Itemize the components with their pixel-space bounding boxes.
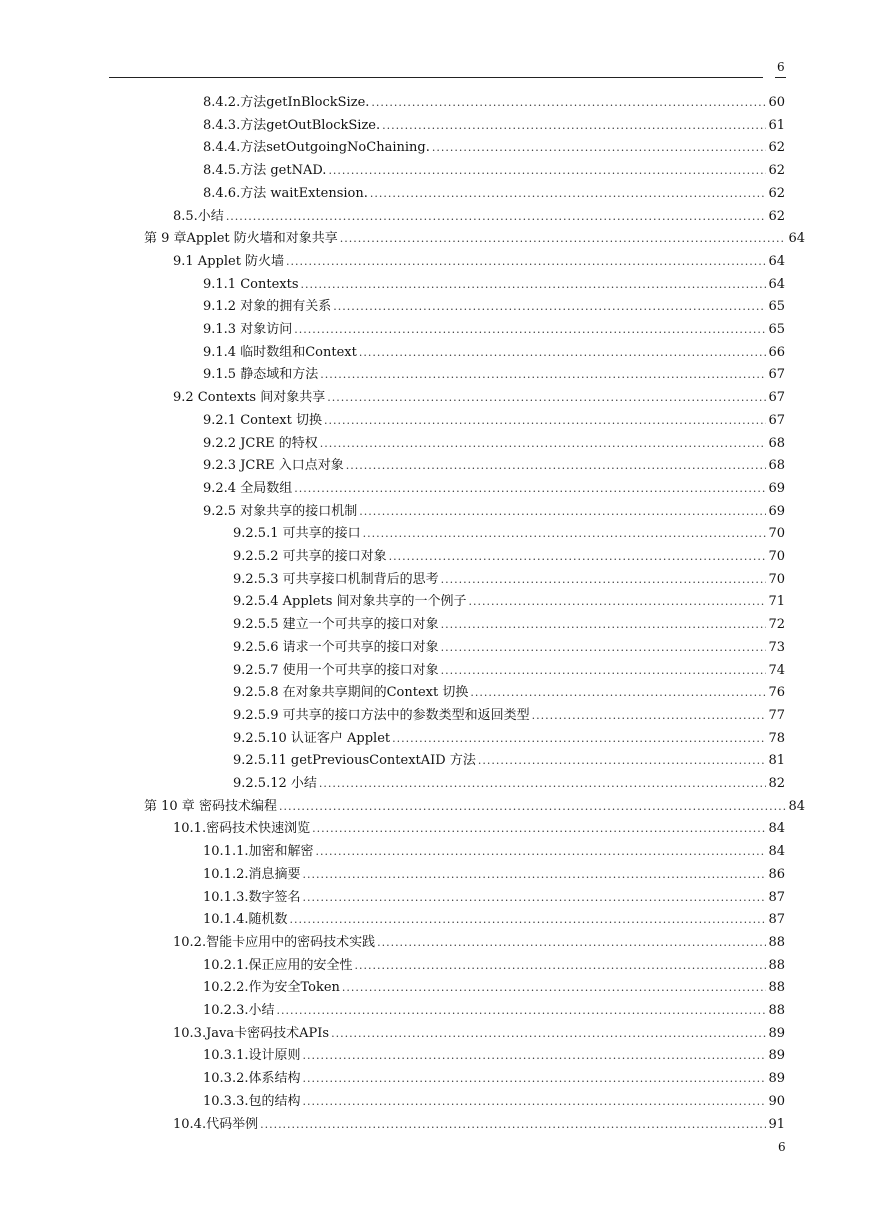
- toc-entry[interactable]: [203, 137, 785, 159]
- toc-dot-leader: [441, 660, 767, 682]
- toc-dot-leader: [320, 433, 767, 455]
- toc-dot-leader: [276, 1000, 766, 1022]
- toc-entry-title: 10.4.代码举例: [173, 1116, 259, 1132]
- toc-dot-leader: [301, 274, 767, 296]
- toc-dot-leader: [441, 614, 767, 636]
- toc-dot-leader: [359, 342, 767, 364]
- toc-entry-page: 61: [768, 117, 785, 133]
- toc-dot-leader: [226, 206, 767, 228]
- toc-dot-leader: [392, 728, 766, 750]
- toc-entry-page: 91: [768, 1116, 785, 1132]
- toc-entry-title: 8.4.4.方法setOutgoingNoChaining.: [203, 140, 430, 156]
- toc-dot-leader: [532, 705, 767, 727]
- toc-dot-leader: [294, 319, 766, 341]
- toc-dot-leader: [302, 887, 766, 909]
- toc-entry-page: 76: [768, 685, 785, 701]
- toc-entry[interactable]: [233, 637, 785, 659]
- toc-entry[interactable]: [144, 228, 805, 250]
- toc-entry[interactable]: [203, 1091, 785, 1113]
- toc-entry-title: 9.2.5.11 getPreviousContextAID 方法: [233, 753, 476, 769]
- toc-dot-leader: [324, 410, 766, 432]
- toc-entry-page: 74: [768, 662, 785, 678]
- toc-entry-title: 9.2.5.4 Applets 间对象共享的一个例子: [233, 594, 467, 610]
- toc-entry[interactable]: [233, 569, 785, 591]
- toc-entry-title: 10.1.4.随机数: [203, 912, 288, 928]
- toc-dot-leader: [478, 750, 767, 772]
- toc-entry[interactable]: [203, 955, 785, 977]
- toc-entry-title: 9.2.5.9 可共享的接口方法中的参数类型和返回类型: [233, 707, 530, 723]
- toc-entry[interactable]: [203, 160, 785, 182]
- header-page-number: 6: [777, 60, 785, 74]
- toc-entry-page: 88: [768, 1003, 785, 1018]
- toc-entry-title: 10.1.密码技术快速浏览: [173, 821, 311, 837]
- toc-entry[interactable]: [203, 274, 785, 296]
- toc-entry[interactable]: [203, 433, 785, 455]
- toc-dot-leader: [286, 251, 766, 273]
- toc-entry-title: 9.2.5.8 在对象共享期间的Context 切换: [233, 685, 469, 701]
- toc-entry-page: 64: [768, 276, 785, 292]
- toc-entry-page: 69: [768, 480, 785, 496]
- toc-entry[interactable]: [203, 478, 785, 500]
- toc-dot-leader: [319, 773, 767, 795]
- toc-entry-title: 8.4.6.方法 waitExtension.: [203, 185, 368, 201]
- footer-page-number: 6: [778, 1140, 786, 1154]
- toc-entry[interactable]: [203, 319, 785, 341]
- toc-entry[interactable]: [173, 1023, 785, 1045]
- toc-entry-page: 88: [768, 980, 785, 996]
- toc-dot-leader: [377, 932, 766, 954]
- toc-entry-page: 65: [768, 322, 785, 337]
- toc-entry[interactable]: [144, 796, 805, 818]
- toc-entry[interactable]: [203, 1045, 785, 1067]
- toc-entry-page: 70: [768, 526, 785, 542]
- toc-entry-title: 9.2.3 JCRE 入口点对象: [203, 458, 344, 474]
- toc-entry[interactable]: [233, 705, 785, 727]
- toc-entry-title: 第 10 章 密码技术编程: [144, 798, 277, 814]
- toc-entry[interactable]: [173, 1114, 785, 1136]
- toc-entry[interactable]: [203, 296, 785, 318]
- toc-dot-leader: [389, 546, 767, 568]
- toc-entry[interactable]: [203, 864, 785, 886]
- toc-entry-page: 87: [768, 912, 785, 928]
- toc-entry-page: 66: [768, 344, 785, 360]
- toc-entry-title: 9.2.5.7 使用一个可共享的接口对象: [233, 662, 439, 678]
- toc-dot-leader: [441, 569, 767, 591]
- toc-entry-title: 9.2.5.5 建立一个可共享的接口对象: [233, 617, 439, 633]
- toc-entry[interactable]: [203, 1000, 785, 1022]
- toc-entry[interactable]: [173, 818, 785, 840]
- toc-entry-page: 84: [788, 798, 805, 814]
- toc-entry[interactable]: [233, 591, 785, 613]
- toc-entry-page: 81: [768, 753, 785, 769]
- toc-entry[interactable]: [203, 92, 785, 114]
- toc-entry-title: 9.2.4 全局数组: [203, 480, 293, 496]
- toc-entry-page: 89: [768, 1071, 785, 1087]
- toc-dot-leader: [470, 682, 766, 704]
- toc-entry-title: 8.5.小结: [173, 208, 224, 224]
- toc-entry-page: 62: [768, 185, 785, 201]
- toc-dot-leader: [315, 841, 766, 863]
- toc-dot-leader: [279, 796, 787, 818]
- toc-entry-page: 67: [768, 390, 785, 406]
- toc-entry-title: 第 9 章Applet 防火墙和对象共享: [144, 231, 338, 247]
- toc-entry-page: 64: [788, 231, 805, 247]
- toc-entry-page: 86: [768, 866, 785, 882]
- toc-entry-page: 73: [768, 639, 785, 655]
- toc-entry-title: 9.1.4 临时数组和Context: [203, 344, 357, 360]
- toc-entry[interactable]: [233, 523, 785, 545]
- toc-entry[interactable]: [203, 841, 785, 863]
- toc-entry-title: 9.1 Applet 防火墙: [173, 253, 285, 269]
- toc-entry-page: 70: [768, 571, 785, 587]
- toc-dot-leader: [302, 1068, 766, 1090]
- toc-entry-title: 9.1.2 对象的拥有关系: [203, 299, 332, 315]
- toc-entry-page: 87: [768, 889, 785, 905]
- toc-entry-page: 88: [768, 934, 785, 950]
- toc-entry-title: 9.2.5.12 小结: [233, 776, 317, 791]
- toc-entry[interactable]: [173, 932, 785, 954]
- toc-entry-title: 10.3.1.设计原则: [203, 1048, 301, 1064]
- toc-entry[interactable]: [233, 614, 785, 636]
- toc-dot-leader: [260, 1114, 766, 1136]
- toc-entry-page: 60: [768, 95, 785, 110]
- toc-entry-title: 8.4.3.方法getOutBlockSize.: [203, 117, 381, 133]
- toc-entry-page: 65: [768, 299, 785, 315]
- toc-entry[interactable]: [203, 887, 785, 909]
- toc-entry-title: 9.1.3 对象访问: [203, 322, 293, 337]
- toc-entry-title: 10.2.1.保正应用的安全性: [203, 957, 353, 973]
- toc-entry-page: 88: [768, 957, 785, 973]
- toc-entry[interactable]: [203, 115, 785, 137]
- toc-entry-page: 64: [768, 253, 785, 269]
- toc-entry-title: 9.2.5.6 请求一个可共享的接口对象: [233, 639, 439, 655]
- toc-entry-page: 72: [768, 617, 785, 633]
- toc-dot-leader: [289, 909, 766, 931]
- toc-dot-leader: [294, 478, 766, 500]
- toc-entry-page: 84: [768, 821, 785, 837]
- toc-entry-title: 10.2.3.小结: [203, 1003, 275, 1018]
- toc-entry[interactable]: [173, 251, 785, 273]
- toc-entry-title: 10.1.1.加密和解密: [203, 844, 314, 860]
- toc-entry[interactable]: [233, 546, 785, 568]
- toc-entry[interactable]: [203, 501, 785, 523]
- toc-dot-leader: [302, 1091, 766, 1113]
- toc-entry-page: 62: [768, 208, 785, 224]
- toc-dot-leader: [328, 160, 766, 182]
- toc-entry-page: 68: [768, 458, 785, 474]
- toc-entry-page: 69: [768, 503, 785, 519]
- toc-dot-leader: [370, 183, 767, 205]
- toc-dot-leader: [320, 364, 766, 386]
- toc-entry[interactable]: [203, 977, 785, 999]
- toc-entry-page: 78: [768, 730, 785, 746]
- toc-entry-title: 9.2.2 JCRE 的特权: [203, 435, 318, 451]
- toc-entry-page: 90: [768, 1093, 785, 1109]
- toc-entry-title: 9.2.5.3 可共享接口机制背后的思考: [233, 571, 439, 587]
- toc-entry[interactable]: [233, 773, 785, 795]
- toc-entry-page: 77: [768, 707, 785, 723]
- toc-entry-title: 9.2.5.2 可共享的接口对象: [233, 549, 387, 564]
- toc-dot-leader: [363, 523, 767, 545]
- toc-entry-title: 9.2.5 对象共享的接口机制: [203, 503, 358, 519]
- toc-entry-title: 10.1.3.数字签名: [203, 889, 301, 905]
- toc-entry[interactable]: [203, 342, 785, 364]
- toc-entry-title: 9.2.1 Context 切换: [203, 412, 322, 428]
- toc-entry-title: 10.3.2.体系结构: [203, 1071, 301, 1087]
- toc-entry[interactable]: [203, 1068, 785, 1090]
- toc-entry[interactable]: [233, 750, 785, 772]
- toc-dot-leader: [354, 955, 766, 977]
- toc-entry-page: 89: [768, 1025, 785, 1041]
- toc-entry-page: 71: [768, 594, 785, 610]
- toc-entry[interactable]: [233, 728, 785, 750]
- toc-dot-leader: [432, 137, 767, 159]
- toc-dot-leader: [371, 92, 766, 114]
- toc-dot-leader: [441, 637, 767, 659]
- toc-entry-page: 62: [768, 140, 785, 156]
- toc-entry[interactable]: [233, 682, 785, 704]
- toc-entry[interactable]: [203, 183, 785, 205]
- toc-dot-leader: [327, 387, 766, 409]
- toc-entry-title: 9.2.5.10 认证客户 Applet: [233, 730, 391, 746]
- toc-dot-leader: [331, 1023, 766, 1045]
- toc-entry-title: 8.4.2.方法getInBlockSize.: [203, 95, 370, 110]
- toc-entry-title: 8.4.5.方法 getNAD.: [203, 163, 327, 179]
- toc-entry-page: 67: [768, 412, 785, 428]
- header-page-number-underline: [775, 77, 786, 78]
- toc-entry[interactable]: [173, 206, 785, 228]
- toc-entry-title: 10.2.2.作为安全Token: [203, 980, 340, 996]
- toc-dot-leader: [346, 455, 767, 477]
- toc-entry-title: 9.2 Contexts 间对象共享: [173, 390, 326, 406]
- toc-dot-leader: [302, 1045, 766, 1067]
- toc-entry[interactable]: [203, 410, 785, 432]
- toc-entry-title: 10.3.3.包的结构: [203, 1093, 301, 1109]
- toc-entry[interactable]: [233, 660, 785, 682]
- toc-entry-page: 67: [768, 367, 785, 383]
- toc-entry[interactable]: [203, 364, 785, 386]
- toc-dot-leader: [359, 501, 766, 523]
- toc-dot-leader: [382, 115, 766, 137]
- toc-entry-title: 10.2.智能卡应用中的密码技术实践: [173, 934, 376, 950]
- toc-entry-title: 9.1.5 静态域和方法: [203, 367, 319, 383]
- toc-dot-leader: [342, 977, 767, 999]
- toc-entry-title: 10.3.Java卡密码技术APIs: [173, 1025, 330, 1041]
- toc-dot-leader: [340, 228, 787, 250]
- toc-entry[interactable]: [203, 909, 785, 931]
- header-rule: [109, 77, 763, 78]
- toc-dot-leader: [469, 591, 767, 613]
- toc-dot-leader: [333, 296, 766, 318]
- toc-entry-page: 70: [768, 549, 785, 564]
- toc-entry-title: 9.1.1 Contexts: [203, 276, 299, 292]
- toc-entry-page: 82: [768, 776, 785, 791]
- toc-entry-page: 68: [768, 435, 785, 451]
- toc-dot-leader: [302, 864, 766, 886]
- toc-entry[interactable]: [203, 455, 785, 477]
- toc-entry[interactable]: [173, 387, 785, 409]
- toc-entry-page: 62: [768, 163, 785, 179]
- toc-dot-leader: [312, 818, 766, 840]
- toc-entry-page: 89: [768, 1048, 785, 1064]
- toc-entry-page: 84: [768, 844, 785, 860]
- toc-entry-title: 10.1.2.消息摘要: [203, 866, 301, 882]
- toc-entry-title: 9.2.5.1 可共享的接口: [233, 526, 361, 542]
